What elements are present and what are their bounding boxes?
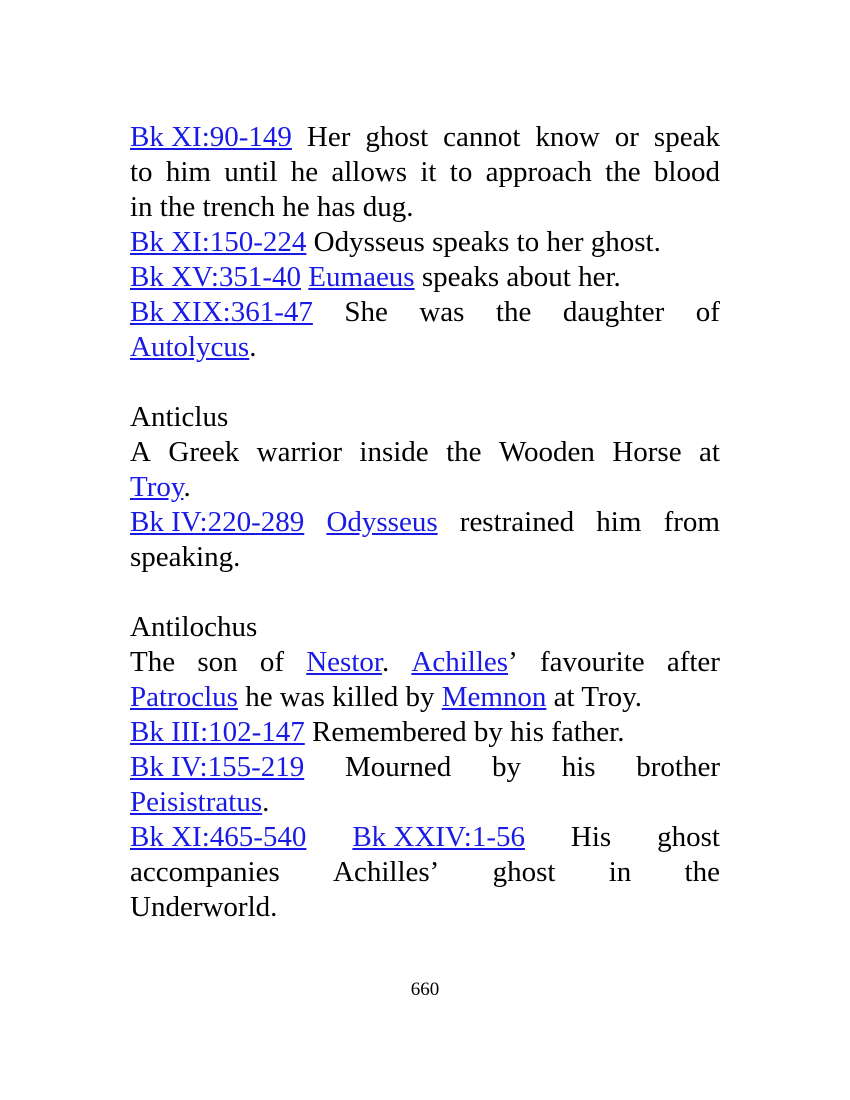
entry-line: [130, 750, 720, 785]
book-ref-link[interactable]: Bk XI:150-224: [130, 226, 307, 258]
text-word: His: [570, 821, 612, 853]
book-ref-link[interactable]: Bk XXIV:1-56: [352, 821, 525, 853]
entry-line: [130, 155, 720, 190]
entry-text: Odysseus speaks to her ghost.: [313, 226, 661, 258]
character-link-memnon[interactable]: Memnon: [441, 681, 547, 713]
text-word: his: [561, 751, 596, 783]
text-word: know: [535, 121, 600, 153]
text-word: Her: [306, 121, 351, 153]
entry-line: speaking.: [130, 541, 241, 573]
text-word: ghost: [365, 121, 429, 153]
text-word: by: [492, 751, 521, 783]
character-link-achilles[interactable]: Achilles: [411, 646, 509, 678]
text-word: approach: [485, 156, 592, 188]
text-word: accompanies: [130, 856, 280, 888]
text-word: him: [596, 506, 642, 538]
entry-line: [130, 435, 720, 470]
text-word: it: [420, 156, 437, 188]
book-ref-link[interactable]: Bk IV:155-219: [130, 751, 305, 783]
entry-line: [130, 260, 720, 295]
entry-line: [130, 680, 720, 715]
entry-line: [130, 470, 720, 505]
character-link-autolycus[interactable]: Autolycus: [130, 331, 250, 363]
entry-line: [130, 645, 720, 680]
text-word: Horse: [612, 436, 682, 468]
text-word: warrior: [256, 436, 342, 468]
text-word: Mourned: [344, 751, 452, 783]
text-word: him: [165, 156, 211, 188]
text-word: daughter: [562, 296, 665, 328]
text-word: to: [449, 156, 473, 188]
text-word: in: [608, 856, 632, 888]
entry-line: in the trench he has dug.: [130, 191, 414, 223]
text-word: blood: [653, 156, 720, 188]
text-word: until: [224, 156, 278, 188]
text-word: of: [259, 646, 284, 678]
punctuation: .: [249, 331, 257, 363]
entry-line: [130, 820, 720, 855]
text-word: The: [130, 646, 176, 678]
text-word: Wooden: [498, 436, 595, 468]
text-word: restrained: [459, 506, 575, 538]
character-link-peisistratus[interactable]: Peisistratus: [130, 786, 263, 818]
book-ref-link[interactable]: Bk XIX:361-47: [130, 296, 313, 328]
entry-spacer: [130, 575, 720, 610]
text-word: ghost: [492, 856, 556, 888]
entry-line: [130, 785, 720, 820]
text-word: the: [605, 156, 641, 188]
text-word: cannot: [443, 121, 521, 153]
text-word: Achilles’: [333, 856, 440, 888]
text-word: son: [197, 646, 238, 678]
punctuation: .: [183, 471, 191, 503]
entry-text: at Troy.: [553, 681, 643, 713]
character-link-nestor[interactable]: Nestor: [306, 646, 382, 678]
character-link-patroclus[interactable]: Patroclus: [130, 681, 238, 713]
book-ref-link[interactable]: Bk III:102-147: [130, 716, 305, 748]
text-group: [411, 645, 517, 680]
entry-heading-anticlus: Anticlus: [130, 401, 229, 433]
entry-line: [130, 225, 720, 260]
entry-line: Underworld.: [130, 891, 278, 923]
entry-heading-antilochus: Antilochus: [130, 611, 258, 643]
text-word: She: [344, 296, 388, 328]
entry-line: [130, 855, 720, 890]
text-word: after: [666, 646, 720, 678]
text-word: from: [663, 506, 720, 538]
character-link-eumaeus[interactable]: Eumaeus: [308, 261, 415, 293]
text-word: he: [290, 156, 319, 188]
text-word: of: [695, 296, 720, 328]
punctuation: .: [262, 786, 270, 818]
text-word: A: [130, 436, 151, 468]
text-group: [306, 645, 389, 680]
entry-line: [130, 715, 720, 750]
book-ref-link[interactable]: Bk XV:351-40: [130, 261, 302, 293]
text-word: at: [699, 436, 720, 468]
text-word: allows: [331, 156, 408, 188]
text-word: the: [446, 436, 482, 468]
place-link-troy[interactable]: Troy: [130, 471, 184, 503]
entry-text: he was killed by: [245, 681, 435, 713]
text-word: to: [130, 156, 153, 188]
entry-line: [130, 505, 720, 540]
text-word: the: [495, 296, 532, 328]
character-link-odysseus[interactable]: Odysseus: [326, 506, 438, 538]
text-word: ghost: [657, 821, 720, 853]
text-word: was: [419, 296, 465, 328]
punctuation: .: [381, 646, 390, 678]
book-ref-link[interactable]: Bk IV:220-289: [130, 506, 305, 538]
book-ref-link[interactable]: Bk XI:465-540: [130, 821, 307, 853]
entry-line: [130, 330, 720, 365]
text-word: favourite: [539, 646, 645, 678]
text-word: speak: [653, 121, 720, 153]
text-word: inside: [359, 436, 429, 468]
text-word: brother: [636, 751, 720, 783]
text-word: Greek: [168, 436, 240, 468]
punctuation: ’: [508, 646, 518, 678]
entry-text: speaks about her.: [421, 261, 621, 293]
page-body: [130, 120, 720, 925]
text-word: or: [614, 121, 639, 153]
entry-spacer: [130, 365, 720, 400]
entry-text: Remembered by his father.: [312, 716, 625, 748]
entry-line: [130, 120, 720, 155]
text-word: the: [684, 856, 720, 888]
book-ref-link[interactable]: Bk XI:90-149: [130, 121, 292, 153]
page-number: 660: [410, 979, 440, 1000]
entry-line: [130, 295, 720, 330]
